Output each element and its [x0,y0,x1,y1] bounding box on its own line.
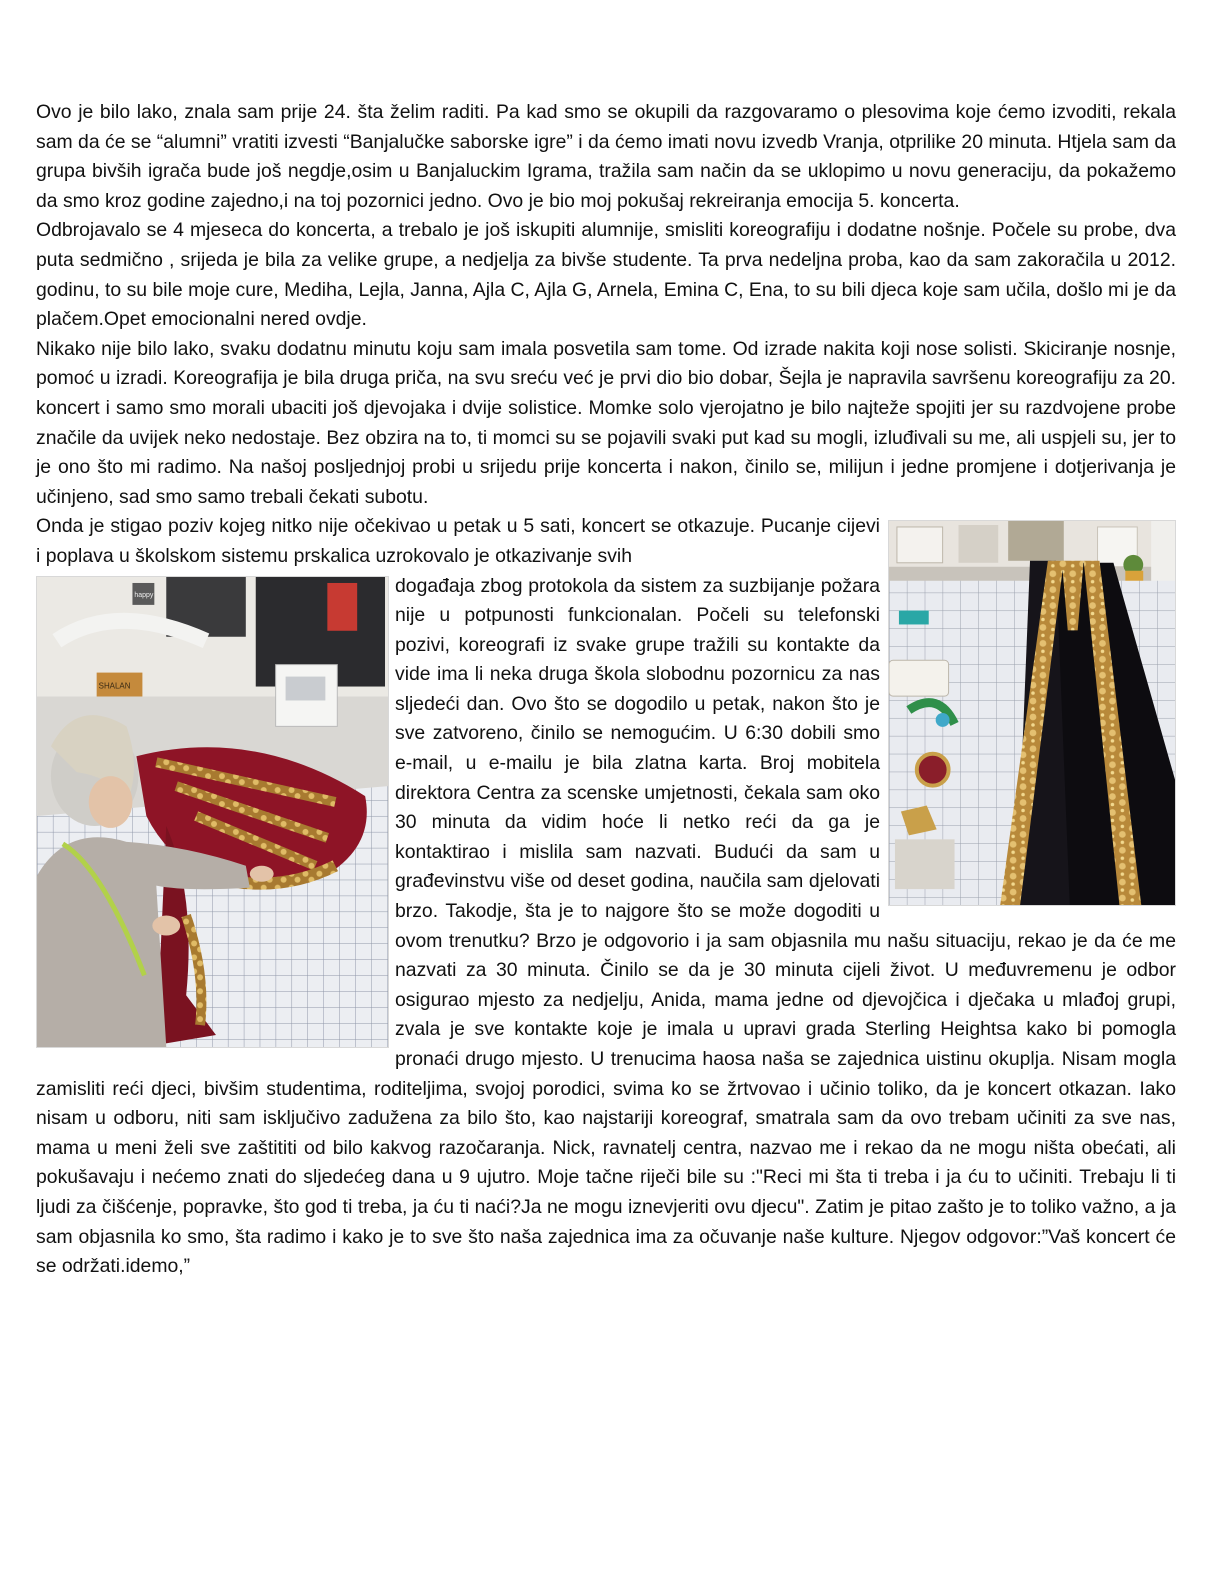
photo-woman-sewing-red-costume [36,576,389,1048]
paragraph-preparations: Nikako nije bilo lako, svaku dodatnu minutu koju sam imala posvetila sam tome. Od izrade nakita koji nose solisti. Skiciranje nosnje, pomoć u izradi. Koreografija je bila druga priča, na svu sreću već je prvi dio bio dobar, Šejla je napravila savršenu koreografiju za 20. koncert i samo smo morali ubaciti još djevojaka i dvije solistice. Momke solo vjerojatno je bilo najteže spojiti jer su razdvojene probe značile da uvijek neko nedostaje. Bez obzira na to, ti momci su se pojavili svaki put kad su mogli, izluđivali su me, ali uspjeli su, jer to je ono što mi radimo. Na našoj posljednjoj probi u srijedu prije koncerta i nakon, činilo se, milijun i jedne promjene i dotjerivanja je učinjeno, sad smo samo trebali čekati subotu. [36,337,1176,508]
photo-black-costume-gold-embroidery [888,520,1176,906]
paragraph-alumni-plan: Ovo je bilo lako, znala sam prije 24. šta želim raditi. Pa kad smo se okupili da razgovaramo o plesovima koje ćemo izvoditi, rekala sam da će se “alumni” vratiti izvesti “Banjalučke saborske igre” i da ćemo imati novu izvedb Vranja, otprilike 20 minuta. Htjela sam da grupa bivših igrača bude još negdje,osim u Banjaluckim Igrama, tražila sam način da se uklopimo u novu generaciju, da pokažemo da smo kroz godine zajedno,i na toj pozornici jedno. Ovo je bio moj pokušaj rekreiranja emocija 5. koncerta. [36,101,1176,212]
sign-label: happy [134,591,154,599]
paragraph-rehearsals: Odbrojavalo se 4 mjeseca do koncerta, a trebalo je još iskupiti alumnije, smisliti koreografiju i dodatne nošnje. Počele su probe, dva puta sedmično , srijeda je bila za velike grupe, a nedjelja za bivše studente. Ta prva nedeljna proba, kao da sam zakoračila u 2012. godinu, to su bile moje cure, Mediha, Lejla, Janna, Ajla C, Ajla G, Arnela, Emina C, Ena, to su bili djeca koje sam učila, došlo mi je da plačem.Opet emocionalni nered ovdje. [36,219,1176,331]
box-label: SHALAN [98,681,131,691]
paragraph-cancellation-story: događaja zbog protokola da sistem za suzbijanje požara nije u potpunosti funkcionalan. Počeli su telefonski pozivi, koreografi iz svake grupe tražili su kontakte da vide ima li neka druga škola slobodnu pozornicu za nas sljedeći dan. Ovo što se dogodilo u petak, nakon što je sve zatvoreno, činilo se nemogućim. U 6:30 dobili smo e-mail, u e-mailu je bila zlatna karta. Broj mobitela direktora Centra za scenske umjetnosti, čekala sam oko 30 minuta da vidim hoće li netko reći da ga je kontaktirao i mislila sam nazvati. Budući da sam u građevinstvu više od deset godina, naučila sam djelovati brzo. Takodje, šta je to najgore što se može dogoditi u ovom trenutku? Brzo je odgovorio i ja sam objasnila mu našu situaciju, rekao je da će me nazvati za 30 minuta. Činilo se da je 30 minuta cijeli život. U međuvremenu je odbor osigurao mjesto za nedjelju, Anida, mama jedne od djevojčica i dječaka u mlađoj grupi, zvala je sve kontakte koje je imala u upravi grada Sterling Heightsa kako bi pomogla pronaći drugo mjesto. U trenucima haosa naša se zajednica uistinu okuplja. Nisam mogla zamisliti reći djeci, bivšim studentima, roditeljima, svojoj porodici, svima ko se žrtvovao i učinio toliko, da je koncert otkazan. Iako nisam u odboru, niti sam isključivo zadužena za bilo što, kao najstariji koreograf, smatrala sam da ovo trebam učiniti za sve nas, mama u meni želi sve zaštititi od bilo kakvog razočaranja. Nick, ravnatelj centra, nazvao me i rekao da ne mogu ništa obećati, ali pokušavaju i nećemo znati do sljedećeg dana u 9 ujutro. Moje tačne riječi bile su :"Reci mi šta ti treba i ja ću to učiniti. Trebaju li ti ljudi za čišćenje, popravke, što god ti treba, ja ću ti naći?Ja ne mogu iznevjeriti ovu djecu". Zatim je pitao zašto je to toliko važno, a ja sam objasnila ko smo, šta radimo i kako je to sve što naša zajednica ima za očuvanje naše kulture. Njegov odgovor:”Vaš koncert će se održati.idemo,” [36,574,1176,1278]
document-page [36,98,1176,1282]
paragraph-cancellation-start: Onda je stigao poziv kojeg nitko nije očekivao u petak u 5 sati, koncert se otkazuje. Pucanje cijevi i poplava u školskom sistemu prskalica uzrokovalo je otkazivanje svih [36,515,880,567]
